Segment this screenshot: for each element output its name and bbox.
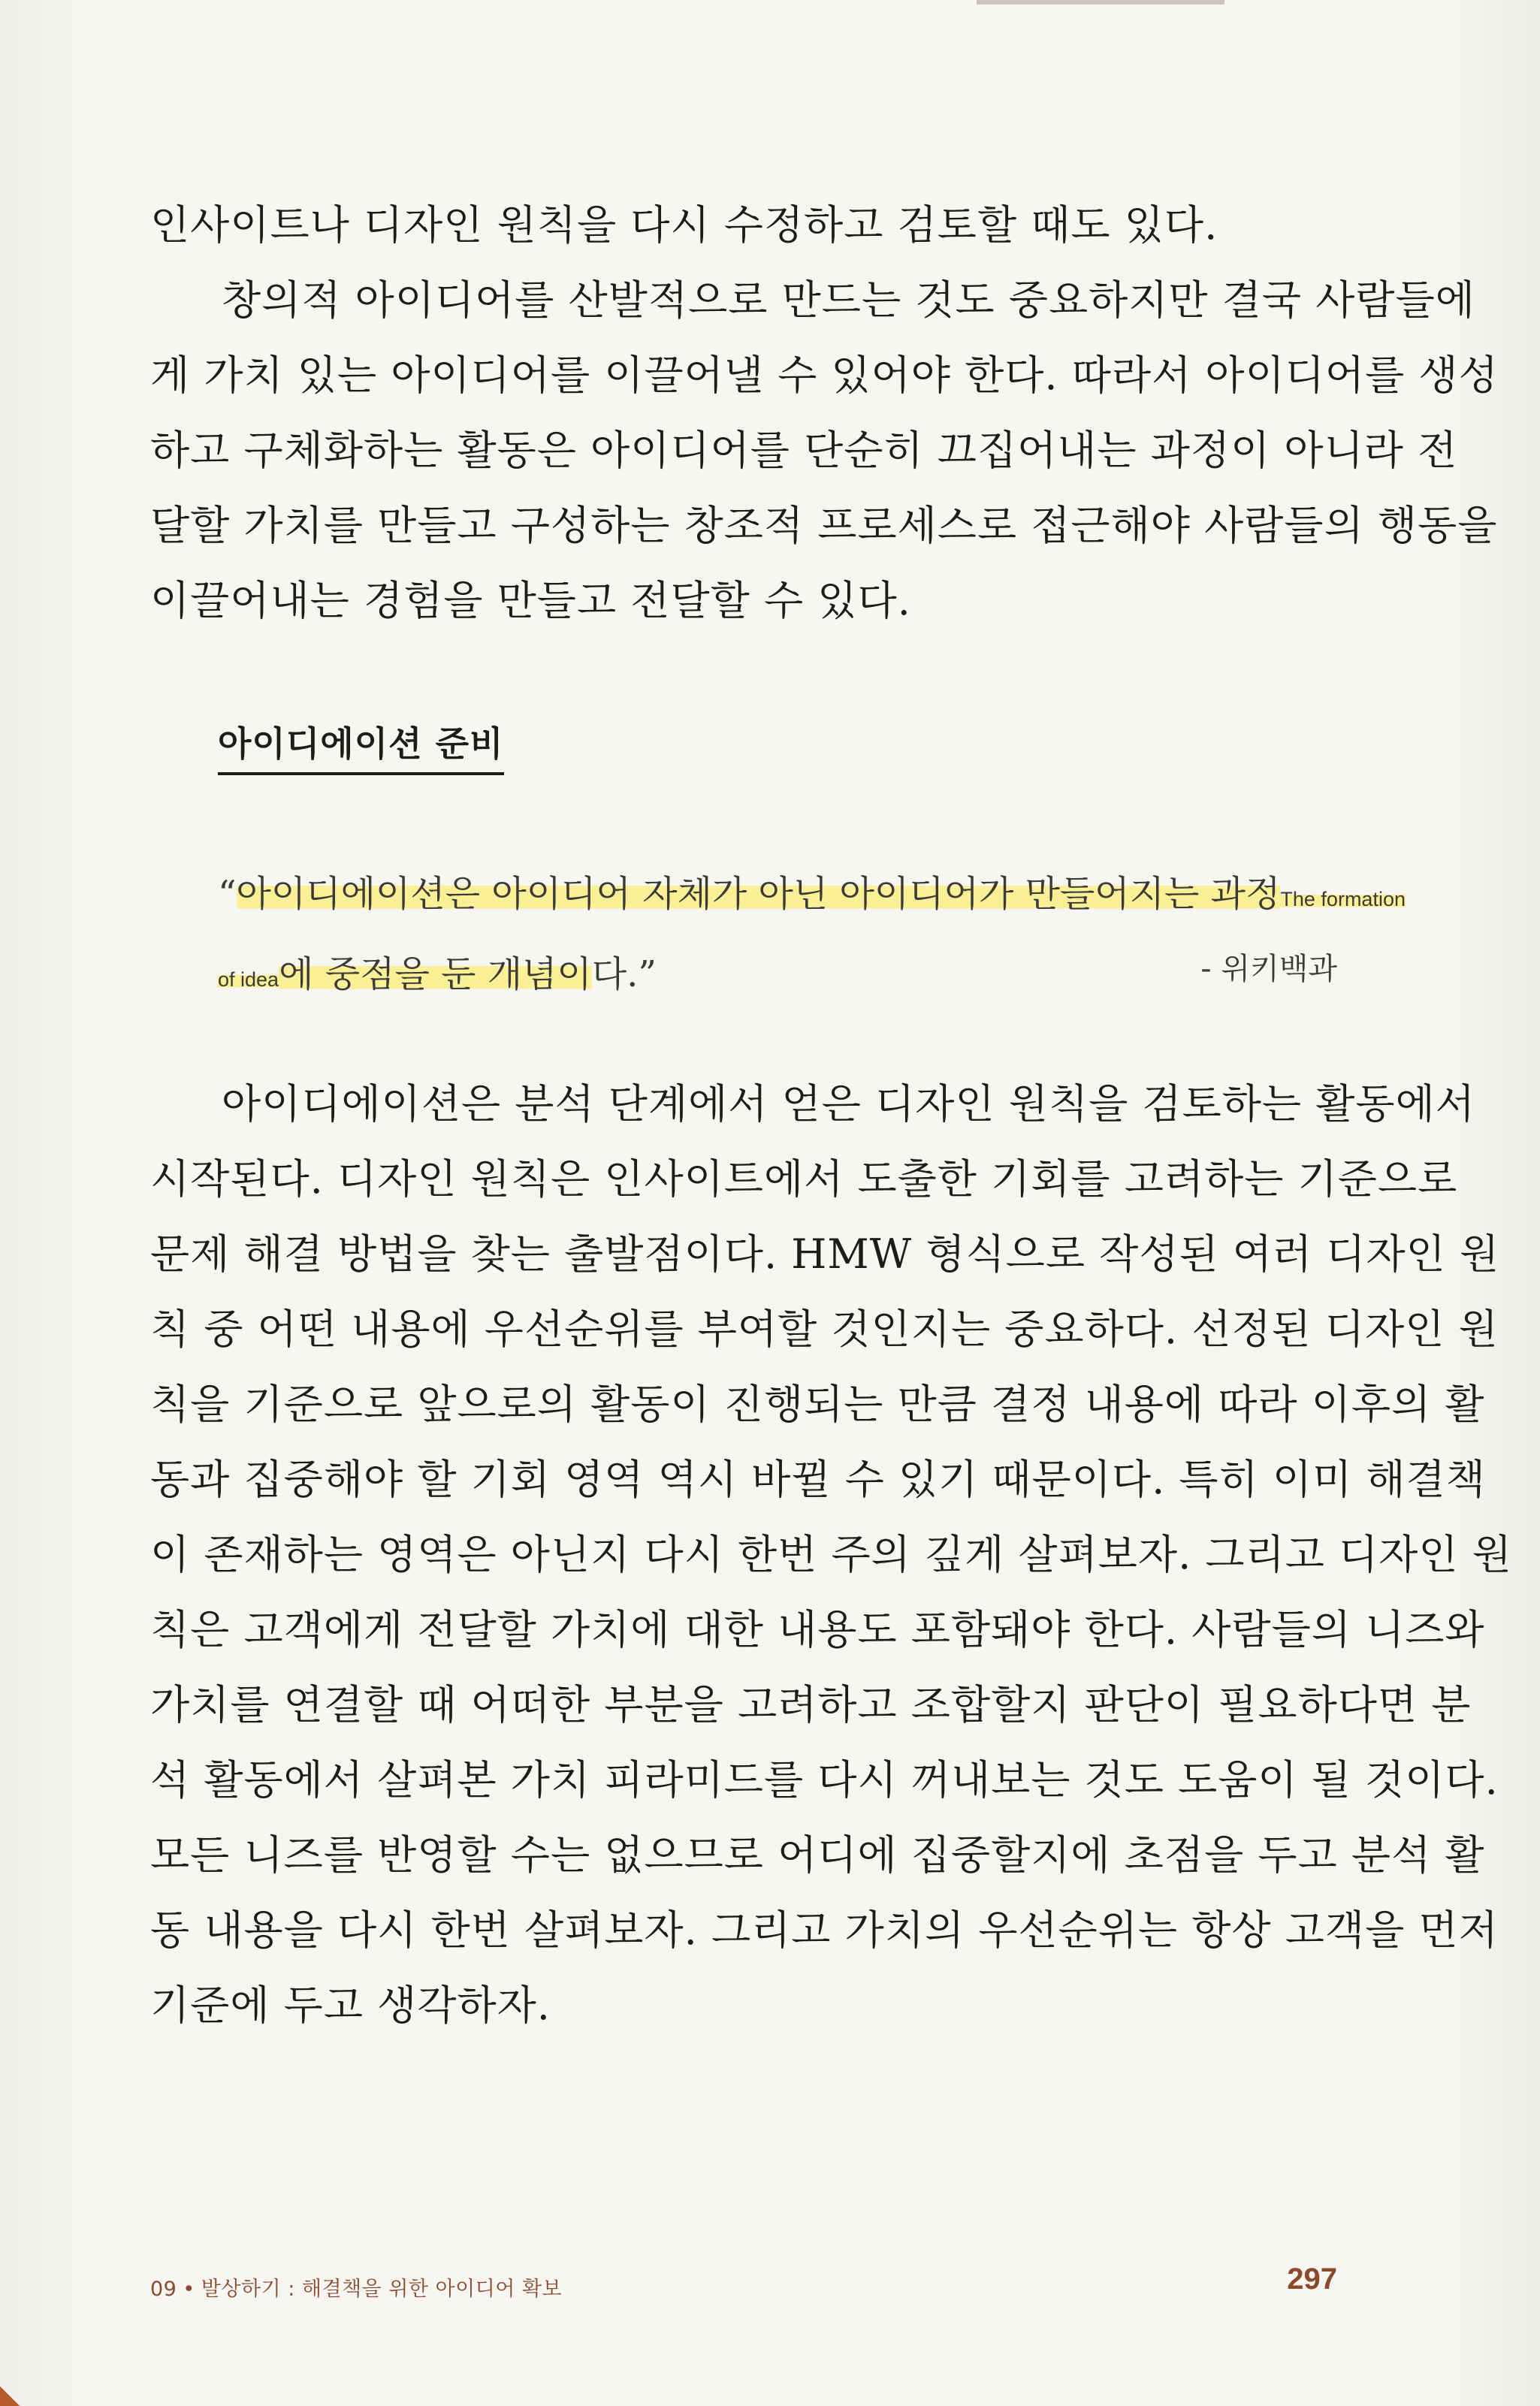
quote-english-2: of idea: [218, 968, 279, 991]
text-line: 동 내용을 다시 한번 살펴보자. 그리고 가치의 우선순위는 항상 고객을 먼저: [150, 1906, 1499, 1954]
text-line: 하고 구체화하는 활동은 아이디어를 단순히 끄집어내는 과정이 아니라 전: [150, 427, 1458, 474]
quote-line-1: [218, 856, 1406, 937]
quote-english-1: The formation: [1280, 888, 1406, 910]
running-footer: [150, 2272, 562, 2302]
text-line: 칙을 기준으로 앞으로의 활동이 진행되는 만큼 결정 내용에 따라 이후의 활: [150, 1381, 1485, 1428]
quote-highlight-1: 아이디에이션은 아이디어 자체가 아닌 아이디어가 만들어지는 과정: [236, 873, 1281, 915]
text-line: 칙은 고객에게 전달할 가치에 대한 내용도 포함돼야 한다. 사람들의 니즈와: [150, 1606, 1485, 1653]
text-line: 칙 중 어떤 내용에 우선순위를 부여할 것인지는 중요하다. 선정된 디자인 원: [150, 1306, 1499, 1353]
text-line: 문제 해결 방법을 찾는 출발점이다. HMW 형식으로 작성된 여러 디자인 원: [150, 1230, 1500, 1278]
quote-ending: 다.”: [591, 953, 657, 995]
text-line: 모든 니즈를 반영할 수는 없으므로 어디에 집중할지에 초점을 두고 분석 활: [150, 1831, 1485, 1879]
text-line: 달할 가치를 만들고 구성하는 창조적 프로세스로 접근해야 사람들의 행동을: [150, 502, 1498, 549]
chapter-number: 09: [150, 2278, 177, 2301]
text-line: 동과 집중해야 할 기회 영역 역시 바뀔 수 있기 때문이다. 특히 이미 해결책: [150, 1456, 1486, 1503]
wiki-quote: [218, 856, 1406, 1017]
body-paragraph-1: [150, 188, 1499, 638]
text-line: 인사이트나 디자인 원칙을 다시 수정하고 검토할 때도 있다.: [150, 201, 1218, 249]
text-line: 창의적 아이디어를 산발적으로 만드는 것도 중요하지만 결국 사람들에: [222, 276, 1475, 324]
page-top-edge: [977, 0, 1224, 5]
body-paragraph-2: [150, 1067, 1512, 2043]
footer-bullet: •: [183, 2278, 195, 2301]
chapter-title: 발상하기 : 해결책을 위한 아이디어 확보: [201, 2278, 563, 2301]
quote-line-2: [218, 937, 1337, 1017]
text-line: 가치를 연결할 때 어떠한 부분을 고려하고 조합할지 판단이 필요하다면 분: [150, 1681, 1472, 1728]
text-line: 석 활동에서 살펴본 가치 피라미드를 다시 꺼내보는 것도 도움이 될 것이다.: [150, 1756, 1499, 1804]
quote-highlight-2: 에 중점을 둔 개념이: [279, 953, 592, 995]
text-line: 이 존재하는 영역은 아닌지 다시 한번 주의 깊게 살펴보자. 그리고 디자인 원: [150, 1531, 1512, 1578]
quote-open-mark: “: [218, 873, 237, 915]
text-line: 시작된다. 디자인 원칙은 인사이트에서 도출한 기회를 고려하는 기준으로: [150, 1155, 1458, 1203]
text-line: 기준에 두고 생각하자.: [150, 1982, 551, 2029]
page-corner-mark: [0, 2386, 20, 2406]
page-number: 297: [1287, 2263, 1337, 2296]
quote-attribution: - 위키백과: [1200, 952, 1337, 986]
text-line: 이끌어내는 경험을 만들고 전달할 수 있다.: [150, 577, 911, 624]
section-heading: 아이디에이션 준비: [218, 723, 504, 775]
text-line: 아이디에이션은 분석 단계에서 얻은 디자인 원칙을 검토하는 활동에서: [222, 1080, 1475, 1128]
text-line: 게 가치 있는 아이디어를 이끌어낼 수 있어야 한다. 따라서 아이디어를 생성: [150, 352, 1499, 399]
